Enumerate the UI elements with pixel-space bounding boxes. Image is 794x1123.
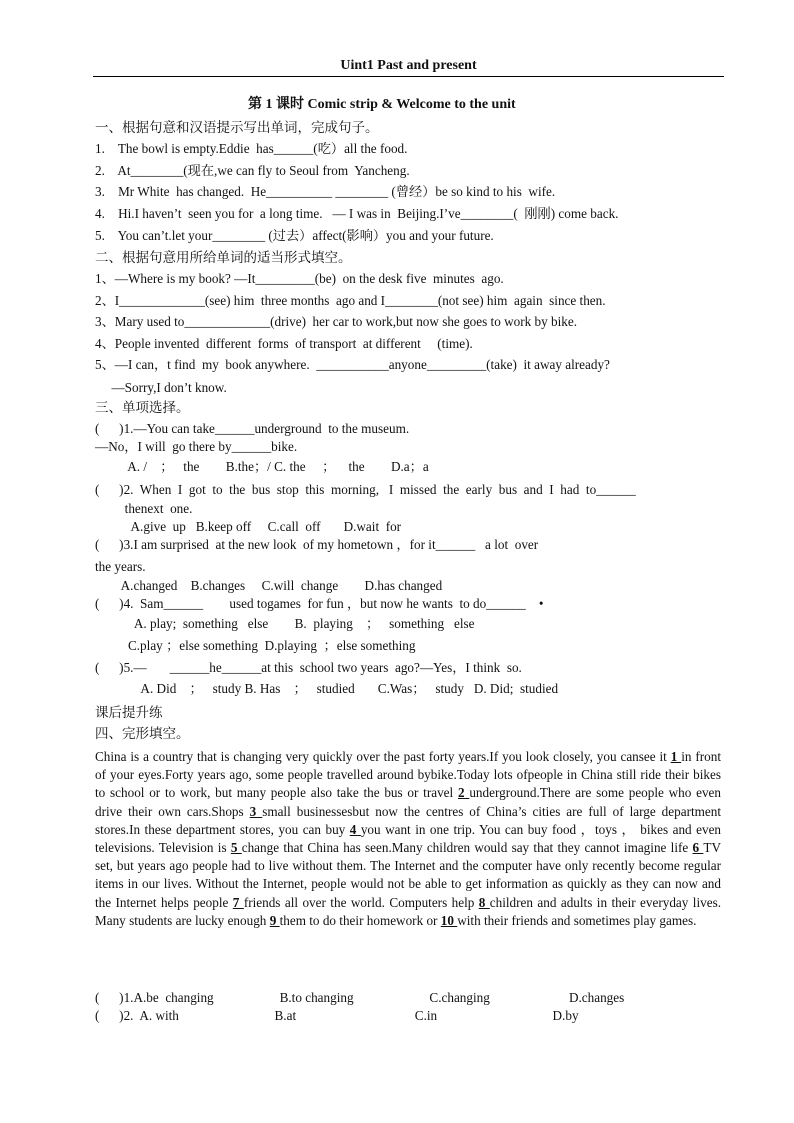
- sec2-question: 2、I_____________(see) him three months ago and I________(not see) him again since then.: [95, 293, 606, 308]
- passage-text: China is a country that is changing very quickly over the past forty years.If you look closely, you cansee it: [95, 749, 671, 764]
- blank-number: 8: [478, 894, 490, 910]
- sec1-question: 2. At________(现在,we can fly to Seoul from Yancheng.: [95, 163, 410, 178]
- passage-text: friends all over the world. Computers help: [243, 894, 479, 910]
- lesson-title: 第 1 课时 Comic strip & Welcome to the unit: [248, 97, 516, 112]
- passage-text: change that China has seen.Many children would say that they cannot imagine life: [241, 840, 693, 856]
- sec3-line: ( )1.—You can take______underground to the museum.: [95, 421, 410, 436]
- section1-heading: 一、根据句意和汉语提示写出单词，完成句子。: [95, 120, 379, 136]
- sec3-line: ( )2. When I got to the bus stop this morning, I missed the early bus and I had to______: [95, 482, 636, 497]
- blank-number: 9: [269, 912, 280, 928]
- blank-number: 3: [249, 803, 263, 819]
- cloze-passage: [95, 748, 721, 930]
- sec1-question: 1. The bowl is empty.Eddie has______(吃）all the food.: [95, 141, 408, 156]
- blank-number: 4: [349, 821, 361, 837]
- sec3-options: C.play ；else something D.playing ；else something: [95, 638, 416, 653]
- blank-number: 10: [440, 912, 458, 928]
- passage-text: small businessesbut now the centres of China’s cities are full of large department stores.In these department stores, you can buy: [95, 803, 721, 837]
- page-header: Uint1 Past and present: [340, 58, 477, 73]
- sec3-line: the years.: [95, 559, 146, 574]
- section3-heading: 三、单项选择。: [95, 400, 190, 416]
- section4-heading: 四、完形填空。: [95, 726, 190, 742]
- sec3-options: A. Did ； study B. Has ； studied C.Was； study D. Did; studied: [95, 681, 559, 696]
- sec2-question: 4、People invented different forms of transport at different (time).: [95, 336, 473, 351]
- section2-heading: 二、根据句意用所给单词的适当形式填空。: [95, 250, 352, 266]
- sec3-line: ( )4. Sam______ used togames for fun ，but now he wants to do______ •: [95, 596, 544, 611]
- passage-text: underground.There are some people who even drive their own cars.Shops: [95, 785, 722, 819]
- sec3-options: A. / ； the B.the；/ C. the ； the D.a；a: [95, 459, 429, 474]
- sec3-options: A.give up B.keep off C.call off D.wait for: [95, 519, 402, 534]
- sec3-line: —No，I will go there by______bike.: [95, 439, 298, 454]
- sec2-question: —Sorry,I don’t know.: [95, 380, 227, 395]
- sec3-options: A. play; something else B. playing ； something else: [95, 616, 475, 631]
- sec3-options: A.changed B.changes C.will change D.has changed: [95, 578, 443, 593]
- passage-text: children and adults in their everyday lives. Many students are lucky enough: [95, 894, 721, 928]
- sec3-line: ( )5.— ______he______at this school two years ago?—Yes，I think so.: [95, 660, 522, 675]
- passage-text: in front of your eyes.Forty years ago, some people travelled around bybike.Today lots ofpeople in China still ride their bikes to school or to work, but many people also take the bus or travel: [95, 749, 721, 801]
- sec1-question: 5. You can’t.let your________ (过去）affect(影响）you and your future.: [95, 228, 494, 243]
- blank-number: 5: [230, 840, 242, 856]
- header-rule: [93, 76, 724, 77]
- sec3-line: thenext one.: [95, 501, 193, 516]
- sec2-question: 1、—Where is my book? —It_________(be) on the desk five minutes ago.: [95, 271, 504, 286]
- sec1-question: 4. Hi.I haven’t seen you for a long time. — I was in Beijing.I’ve________( 刚刚) come back.: [95, 206, 619, 221]
- passage-text: you want in one trip. You can buy food ，toys ， bikes and even televisions. Television is: [95, 821, 722, 856]
- blank-number: 1: [670, 749, 682, 764]
- passage-text: them to do their homework or: [279, 912, 441, 928]
- sec3-line: ( )3.I am surprised at the new look of my hometown ，for it______ a lot over: [95, 537, 539, 552]
- sec2-question: 5、—I can，t find my book anywhere. ___________anyone_________(take) it away already?: [95, 357, 610, 372]
- cloze-options: ( )1.A.be changing B.to changing C.changing D.changes: [95, 990, 625, 1005]
- sec1-question: 3. Mr White has changed. He__________ ________ (曾经）be so kind to his wife.: [95, 184, 556, 199]
- cloze-options: ( )2. A. with B.at C.in D.by: [95, 1008, 579, 1023]
- after-class-heading: 课后提升练: [95, 705, 163, 721]
- passage-text: with their friends and sometimes play games.: [457, 912, 697, 928]
- blank-number: 6: [692, 840, 704, 856]
- blank-number: 2: [457, 785, 470, 801]
- passage-text: TV set, but years ago people had to live without them. The Internet and the computer have only recently become regular items in our lives. Without the Internet, people would not be able to get information as quickly as they can now and the Internet helps people: [95, 840, 721, 910]
- blank-number: 7: [232, 894, 244, 910]
- sec2-question: 3、Mary used to_____________(drive) her car to work,but now she goes to work by bike.: [95, 314, 577, 329]
